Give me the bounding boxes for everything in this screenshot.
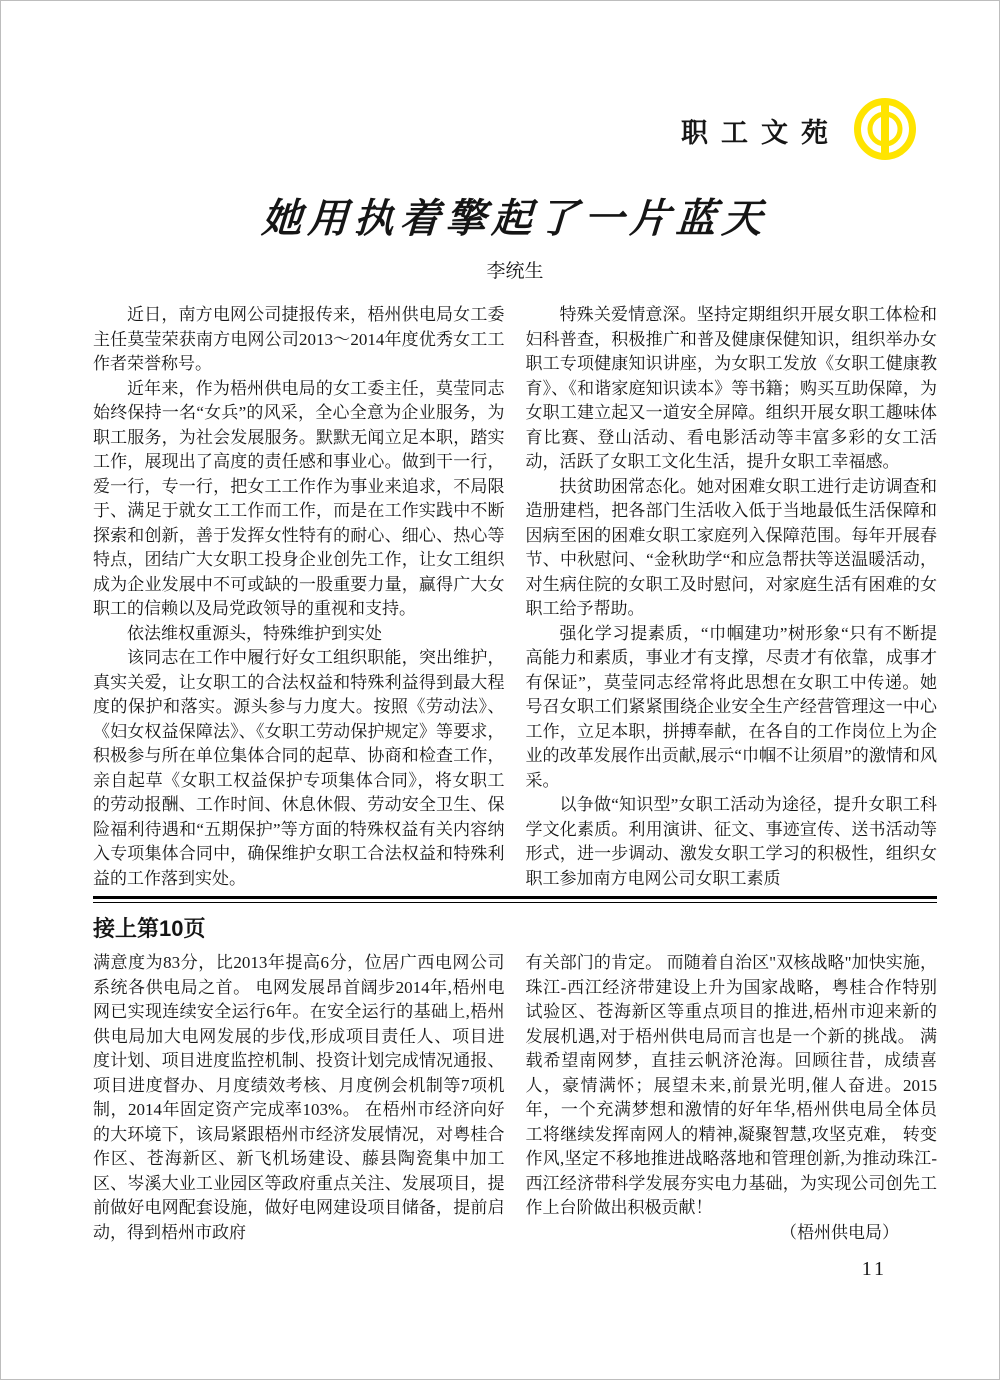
article1-columns [93,303,937,891]
trade-union-logo-icon [853,97,917,161]
article-paragraph: 近年来，作为梧州供电局的女工委主任，莫莹同志始终保持一名“女兵”的风采，全心全意为企业服务，为职工服务，为社会发展服务。默默无闻立足本职，踏实工作，展现出了高度的责任感和事业心。做到干一行，爱一行，专一行，把女工工作作为事业来追求，不局限于、满足于就女工工作而工作，而是在工作实践中不断探索和创新，善于发挥女性特有的耐心、细心、热心等特点，团结广大女职工投身企业创先工作，让女工组织成为企业发展中不可或缺的一股重要力量，赢得广大女职工的信赖以及局党政领导的重视和支持。 [93,378,505,618]
page-content [1,187,999,1245]
article2-right-column [526,951,938,1245]
article1-left-column [93,303,505,891]
page-number: 11 [861,1258,887,1280]
article-paragraph: 强化学习提素质，“巾帼建功”树形象“只有不断提高能力和素质，事业才有支撑，尽责才有依靠，成事才有保证”，莫莹同志经常将此思想在女职工中传递。她号召女职工们紧紧围绕企业安全生产经营管理这一中心工作，立足本职，拼搏奉献，在各自的工作岗位上为企业的改革发展作出贡献,展示“巾帼不让须眉”的激情和风采。 [525,623,937,790]
article-subheading: 依法维权重源头，特殊维护到实处 [127,623,382,643]
article1-right-column [526,303,938,891]
section-divider-rule [93,896,937,903]
article-paragraph: 该同志在工作中履行好女工组织职能，突出维护，真实关爱，让女职工的合法权益和特殊利益得到最大程度的保护和落实。源头参与力度大。按照《劳动法》、《妇女权益保障法》、《女职工劳动保护规定》等要求，积极参与所在单位集体合同的起草、协商和检查工作，亲自起草《女职工权益保护专项集体合同》，将女职工的劳动报酬、工作时间、休息休假、劳动安全卫生、保险福利待遇和“五期保护”等方面的特殊权益有关内容纳入专项集体合同中，确保维护女职工合法权益和特殊利益的工作落到实处。 [93,648,505,888]
article-attribution: （梧州供电局） [780,1222,899,1242]
article-author: 李统生 [486,261,544,282]
article-paragraph: 有关部门的肯定。 而随着自治区"双核战略"加快实施，珠江-西江经济带建设上升为国家战略，粤桂合作特别试验区、苍海新区等重点项目的推进,梧州市迎来新的发展机遇,对于梧州供电局而言也是一个新的挑战。 满载希望南网梦，直挂云帆济沧海。回顾往昔，成绩喜人，豪情满怀；展望未来,前景光明,催人奋进。2015年，一个充满梦想和激情的好年华,梧州供电局全体员工将继续发挥南网人的精神,凝聚智慧,攻坚克难， 转变作风,坚定不移地推进战略落地和管理创新,为推动珠江-西江经济带科学发展夯实电力基础，为实现公司创先工作上台阶做出积极贡献！ [525,953,937,1217]
article-title: 她用执着擎起了一片蓝天 [260,196,770,241]
section-label: 职工文苑 [681,117,841,148]
article2-left-column [93,951,505,1245]
article-paragraph: 满意度为83分，比2013年提高6分，位居广西电网公司系统各供电局之首。 电网发展昂首阔步2014年,梧州电网已实现连续安全运行6年。在安全运行的基础上,梧州供电局加大电网发展的步伐,形成项目责任人、项目进度计划、项目进度监控机制、投资计划完成情况通报、项目进度督办、月度绩效考核、月度例会机制等7项机制，2014年固定资产完成率103%。 在梧州市经济向好的大环境下，该局紧跟梧州市经济发展情况，对粤桂合作区、苍海新区、新飞机场建设、藤县陶瓷集中加工区、岑溪大业工业园区等政府重点关注、发展项目，提前做好电网配套设施，做好电网建设项目储备，提前启动，得到梧州市政府 [93,953,505,1242]
page-header [1,1,999,161]
article-paragraph: 特殊关爱情意深。坚持定期组织开展女职工体检和妇科普查，积极推广和普及健康保健知识，组织举办女职工专项健康知识讲座，为女职工发放《女职工健康教育》、《和谐家庭知识读本》等书籍；购买互助保障，为女职工建立起又一道安全屏障。组织开展女职工趣味体育比赛、登山活动、看电影活动等丰富多彩的女工活动，活跃了女职工文化生活，提升女职工幸福感。 [525,305,937,471]
article-paragraph: 扶贫助困常态化。她对困难女职工进行走访调查和造册建档，把各部门生活收入低于当地最低生活保障和因病至困的困难女职工家庭列入保障范围。每年开展春节、中秋慰问、“金秋助学“和应急帮扶等送温暖活动，对生病住院的女职工及时慰问，对家庭生活有困难的女职工给予帮助。 [525,476,937,618]
article2-columns [93,951,937,1245]
article-paragraph: 近日，南方电网公司捷报传来，梧州供电局女工委主任莫莹荣获南方电网公司2013～2014年度优秀女工工作者荣誉称号。 [93,305,505,373]
continued-from-label: 接上第10页 [93,916,206,941]
article-paragraph: 以争做“知识型”女职工活动为途径，提升女职工科学文化素质。利用演讲、征文、事迹宣传、送书活动等形式，进一步调动、激发女职工学习的积极性，组织女职工参加南方电网公司女职工素质 [525,795,937,888]
